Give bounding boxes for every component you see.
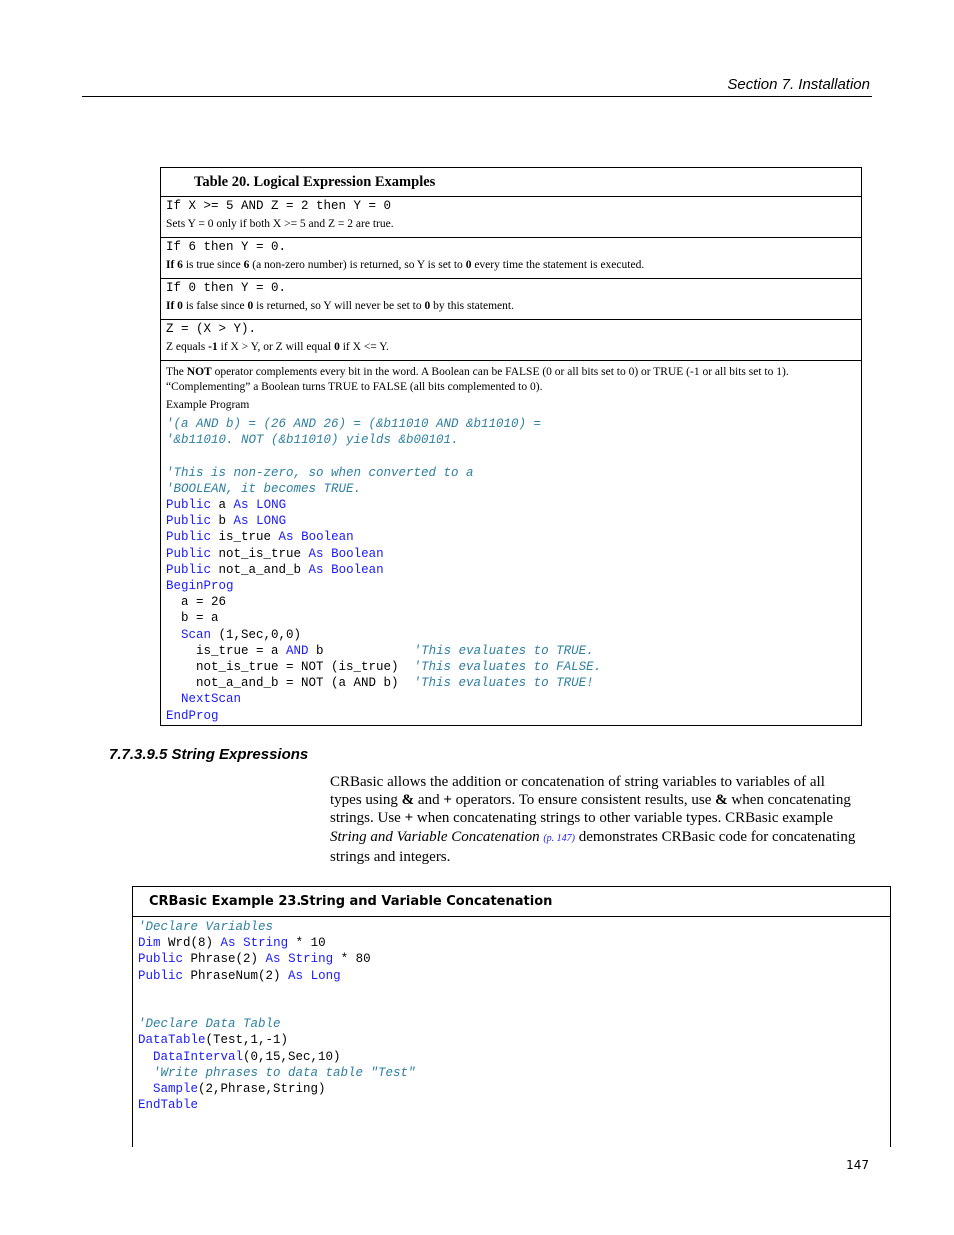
row-description: Sets Y = 0 only if both X >= 5 and Z = 2 are true. [166, 218, 394, 230]
text: when concatenating strings. Use [330, 792, 851, 827]
code-comment: 'Declare Variables [138, 920, 274, 934]
bold-text: 0 [247, 300, 254, 312]
code-text: (2,Phrase,String) [198, 1082, 326, 1097]
crbasic-example-23 [132, 886, 891, 1147]
text: if X <= Y. [339, 341, 389, 353]
operator-ampersand: & [715, 792, 728, 809]
example-code [138, 919, 416, 1113]
code-comment: 'This is non-zero, so when converted to a [166, 465, 474, 480]
section-heading: 7.7.3.9.5 String Expressions [109, 746, 309, 763]
table-row-not-operator [161, 360, 861, 725]
text: by this statement. [430, 300, 514, 312]
code-text: not_a_and_b = NOT (a AND b) [166, 676, 414, 691]
page-link[interactable]: (p. 147) [543, 832, 575, 844]
code-text: not_is_true = NOT (is_true) [166, 660, 414, 675]
code-keyword: As [233, 514, 249, 529]
code-keyword: EndTable [138, 1098, 199, 1113]
code-comment: 'Declare Data Table [138, 1017, 281, 1032]
code-comment: '(a AND b) = (26 AND 26) = (&b11010 AND &b11010) = [166, 417, 542, 431]
text: is returned, so Y will never be set to [253, 300, 425, 312]
code-keyword: DataTable [138, 1033, 206, 1048]
code-keyword: Public [166, 546, 212, 561]
code-text: (0,15,Sec,10) [243, 1049, 341, 1064]
bold-text: 0 [424, 300, 431, 312]
code-text: b = a [166, 611, 219, 626]
code-comment: 'This evaluates to TRUE! [413, 676, 594, 691]
text: and [414, 792, 444, 809]
code-keyword: Public [138, 952, 184, 967]
code-text: is_true [211, 530, 279, 545]
row-code: Z = (X > Y). [166, 322, 257, 336]
text: if X > Y, or Z will equal [217, 341, 335, 353]
code-keyword: NextScan [181, 692, 242, 707]
code-keyword: As [265, 952, 281, 967]
code-type: Boolean [301, 530, 354, 545]
code-keyword: As [288, 968, 304, 983]
code-type: String [243, 936, 289, 951]
text: CRBasic allows the addition or concatenation of string variables to variables of all types using [330, 774, 825, 809]
code-text: not_a_and_b [211, 562, 309, 577]
code-keyword: BeginProg [166, 579, 234, 594]
code-keyword: DataInterval [153, 1049, 244, 1064]
operator-plus: + [443, 792, 452, 809]
code-keyword: Scan [181, 627, 212, 642]
text: is true since [182, 259, 244, 271]
text: operators. To ensure consistent results, use [451, 792, 716, 809]
operator-ampersand: & [401, 792, 415, 809]
code-keyword: Public [166, 530, 212, 545]
code-keyword: As [220, 936, 236, 951]
code-text: b [308, 643, 414, 658]
row-code: If X >= 5 AND Z = 2 then Y = 0 [166, 199, 392, 213]
example-name: String and Variable Concatenation [300, 894, 553, 909]
code-text: Wrd(8) [160, 936, 221, 951]
text: is false since [182, 300, 248, 312]
bold-text: -1 [208, 341, 218, 353]
code-type: Boolean [331, 546, 384, 561]
bold-text: NOT [186, 366, 212, 378]
logical-expressions-table [160, 167, 862, 726]
code-keyword: Public [166, 562, 212, 577]
text: The [166, 366, 187, 378]
text: (a non-zero number) is returned, so Y is set to [249, 259, 466, 271]
code-type: String [288, 952, 334, 967]
bold-text: 6 [243, 259, 250, 271]
code-comment: 'BOOLEAN, it becomes TRUE. [166, 481, 362, 496]
row-description [166, 259, 644, 271]
code-text: a [211, 498, 234, 513]
code-type: Boolean [331, 562, 384, 577]
row-code: If 6 then Y = 0. [166, 240, 287, 254]
code-type: LONG [256, 514, 287, 529]
operator-plus: + [404, 810, 414, 827]
code-comment: '&b11010. NOT (&b11010) yields &b00101. [166, 433, 459, 448]
table-row [161, 319, 861, 361]
code-text: a = 26 [166, 595, 227, 610]
code-text: (1,Sec,0,0) [211, 627, 302, 642]
code-comment: 'Write phrases to data table "Test" [153, 1065, 416, 1080]
code-keyword: As [233, 498, 249, 513]
code-keyword: As [308, 562, 324, 577]
code-type: Long [310, 968, 341, 983]
not-operator-note [166, 365, 856, 395]
row-description [166, 341, 389, 353]
example-label: CRBasic Example 23. [149, 894, 302, 909]
bold-text: 0 [465, 259, 472, 271]
code-text: not_is_true [211, 546, 309, 561]
code-keyword: Public [138, 968, 184, 983]
code-comment: 'This evaluates to FALSE. [413, 660, 602, 675]
code-text: PhraseNum(2) [183, 968, 289, 983]
code-keyword: Public [166, 514, 212, 529]
bold-text: If 0 [166, 300, 183, 312]
header-rule [82, 96, 872, 97]
code-keyword: AND [286, 643, 309, 658]
code-type: LONG [256, 498, 287, 513]
example-reference: String and Variable Concatenation [330, 828, 540, 845]
body-paragraph [330, 773, 860, 866]
row-description [166, 300, 514, 312]
example-title-bar [133, 887, 890, 917]
bold-text: 0 [334, 341, 340, 353]
code-text: (Test,1,-1) [205, 1033, 289, 1048]
text: Z equals [166, 341, 209, 353]
code-keyword: As [278, 530, 294, 545]
table-row [161, 196, 861, 238]
text: when concatenating strings to other variable types. CRBasic example [413, 810, 834, 827]
text: operator complements every bit in the word. A Boolean can be FALSE (0 or all bits set to 0) or TRUE (-1 or all bits set to 1). “Complementing” a Boolean turns TRUE to FALSE (all bits complemented to 0). [166, 366, 789, 393]
text: every time the statement is executed. [471, 259, 645, 271]
code-keyword: Dim [138, 936, 161, 951]
bold-text: If 6 [166, 259, 183, 271]
example-program-code [166, 416, 601, 724]
code-text: b [211, 514, 234, 529]
text: demonstrates CRBasic code for concatenating strings and integers. [330, 828, 856, 865]
row-code: If 0 then Y = 0. [166, 281, 287, 295]
page-number: 147 [846, 1158, 869, 1172]
example-program-label: Example Program [166, 399, 250, 411]
code-comment: 'This evaluates to TRUE. [413, 643, 594, 658]
running-header: Section 7. Installation [727, 76, 870, 93]
code-keyword: Public [166, 498, 212, 513]
code-text: * 80 [333, 952, 371, 967]
table-row [161, 278, 861, 320]
code-keyword: Sample [153, 1082, 199, 1097]
table-row [161, 237, 861, 279]
code-keyword: EndProg [166, 708, 219, 723]
code-text: is_true = a [166, 643, 287, 658]
code-text: Phrase(2) [183, 952, 266, 967]
table-title: Table 20. Logical Expression Examples [194, 174, 436, 190]
code-text: * 10 [288, 936, 326, 951]
code-keyword: As [308, 546, 324, 561]
